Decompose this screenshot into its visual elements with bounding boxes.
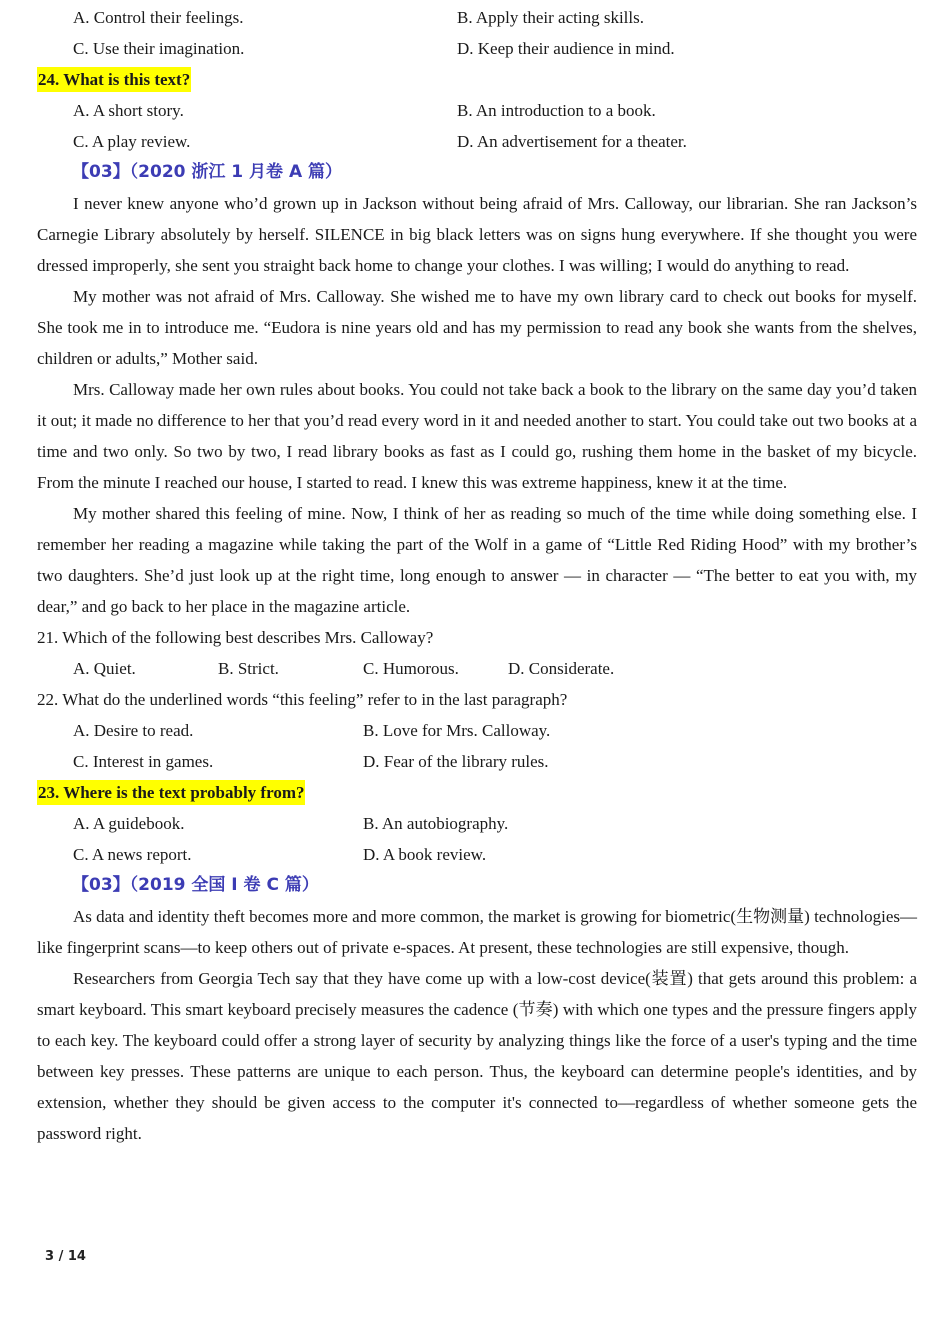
option-c: C. Use their imagination. (73, 39, 245, 58)
options-row (37, 839, 917, 870)
options-row (37, 808, 917, 839)
options-row (37, 2, 917, 33)
question-text: 22. What do the underlined words “this feeling” refer to in the last paragraph? (37, 690, 568, 709)
option-b: B. Love for Mrs. Calloway. (363, 721, 551, 740)
page-number: 3 / 14 (45, 1249, 86, 1264)
option-d: D. Keep their audience in mind. (457, 39, 675, 58)
document-page (37, 2, 917, 1149)
option-b: B. An introduction to a book. (457, 101, 656, 120)
option-c: C. Interest in games. (73, 752, 214, 771)
option-b: B. Apply their acting skills. (457, 8, 644, 27)
question-23 (37, 777, 917, 808)
question-24 (37, 64, 917, 95)
option-c: C. A play review. (73, 132, 191, 151)
options-row (37, 653, 917, 684)
options-row (37, 126, 917, 157)
question-22 (37, 684, 917, 715)
question-text: 21. Which of the following best describes Mrs. Calloway? (37, 628, 434, 647)
options-row (37, 746, 917, 777)
option-c: C. Humorous. (363, 659, 459, 678)
paragraph: As data and identity theft becomes more and more common, the market is growing for biometric(生物测量) technologies—like fingerprint scans—to keep others out of private e-spaces. At present, these technologies are still expensive, though. (37, 907, 917, 957)
option-b: B. Strict. (218, 659, 279, 678)
paragraph: My mother shared this feeling of mine. Now, I think of her as reading so much of the time while doing something else. I remember her reading a magazine while taking the part of the Wolf in a game of “Little Red Riding Hood” with my brother’s two daughters. She’d just look up at the right time, long enough to answer — in character — “The better to eat you with, my dear,” and go back to her place in the magazine article. (37, 504, 917, 616)
options-row (37, 715, 917, 746)
option-a: A. Control their feelings. (73, 8, 244, 27)
option-c: C. A news report. (73, 845, 192, 864)
option-a: A. A short story. (73, 101, 184, 120)
option-a: A. A guidebook. (73, 814, 185, 833)
options-row (37, 95, 917, 126)
option-d: D. A book review. (363, 845, 487, 864)
options-row (37, 33, 917, 64)
option-d: D. An advertisement for a theater. (457, 132, 687, 151)
section-heading: 【03】（2020 浙江 1 月卷 A 篇） (72, 162, 343, 182)
question-text: 23. Where is the text probably from? (37, 780, 305, 805)
paragraph: Mrs. Calloway made her own rules about books. You could not take back a book to the library on the same day you’d taken it out; it made no difference to her that you’d read every word in it and needed another to start. You could take out two books at a time and two only. So two by two, I read library books as fast as I could go, rushing them home in the basket of my bicycle. From the minute I reached our house, I started to read. I knew this was extreme happiness, knew it at the time. (37, 380, 917, 492)
option-b: B. An autobiography. (363, 814, 509, 833)
option-d: D. Considerate. (508, 659, 615, 678)
paragraph: My mother was not afraid of Mrs. Calloway. She wished me to have my own library card to check out books for myself. She took me in to introduce me. “Eudora is nine years old and has my permission to read any book she wants from the shelves, children or adults,” Mother said. (37, 287, 917, 368)
paragraph: I never knew anyone who’d grown up in Jackson without being afraid of Mrs. Calloway, our librarian. She ran Jackson’s Carnegie Library absolutely by herself. SILENCE in big black letters was on signs hung everywhere. If she thought you were dressed improperly, she sent you straight back home to change your clothes. I was willing; I would do anything to read. (37, 194, 917, 275)
section-heading: 【03】（2019 全国 I 卷 C 篇） (72, 875, 319, 895)
option-a: A. Quiet. (73, 659, 136, 678)
question-21 (37, 622, 917, 653)
question-text: 24. What is this text? (37, 67, 191, 92)
paragraph: Researchers from Georgia Tech say that they have come up with a low-cost device(装置) that gets around this problem: a smart keyboard. This smart keyboard precisely measures the cadence (节奏) with which one types and the pressure fingers apply to each key. The keyboard could offer a strong layer of security by analyzing things like the force of a user's typing and the time between key presses. These patterns are unique to each person. Thus, the keyboard can determine people's identities, and by extension, whether they should be given access to the computer it's connected to—regardless of whether someone gets the password right. (37, 969, 917, 1143)
option-d: D. Fear of the library rules. (363, 752, 549, 771)
option-a: A. Desire to read. (73, 721, 194, 740)
